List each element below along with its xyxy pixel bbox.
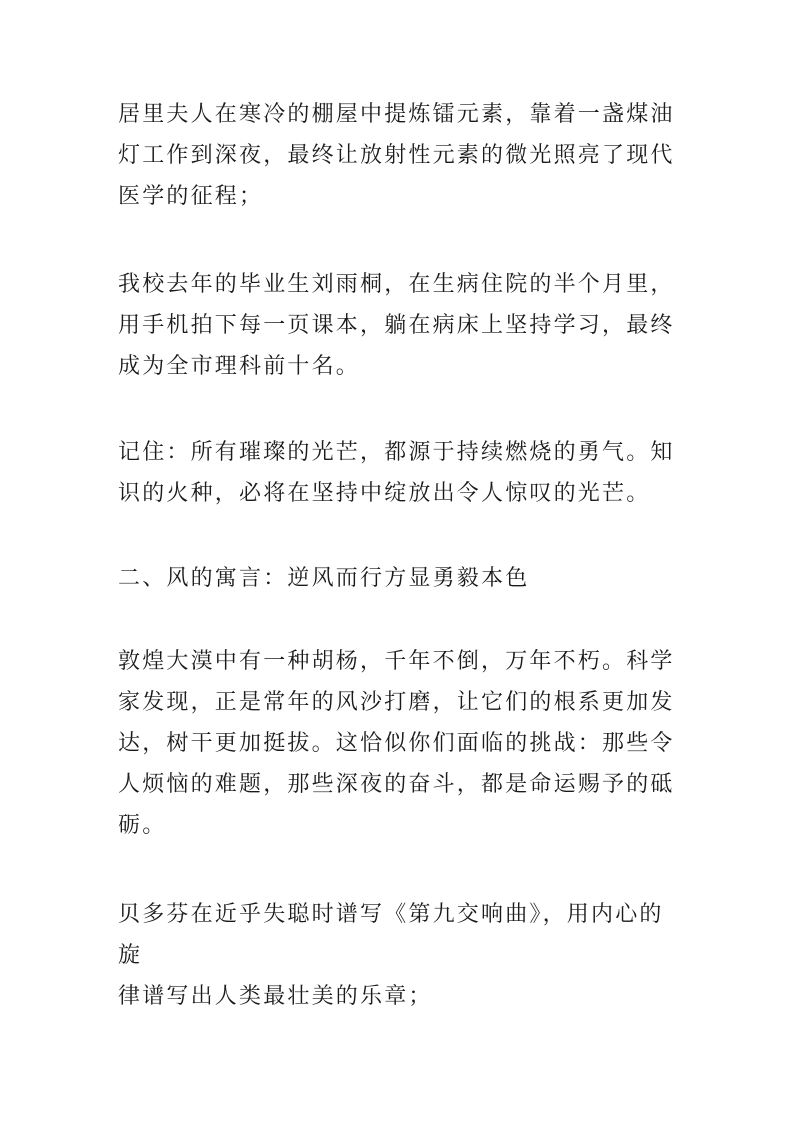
text-line: 我校去年的毕业生刘雨桐，在生病住院的半个月里， xyxy=(118,272,675,297)
section-heading xyxy=(118,558,678,599)
text-line: 人烦恼的难题，那些深夜的奋斗，都是命运赐予的砥 xyxy=(118,772,675,797)
paragraph-curie xyxy=(118,94,678,217)
text-line: 贝多芬在近乎失聪时谱写《第九交响曲》，用内心的旋 xyxy=(118,902,664,968)
paragraph-beethoven xyxy=(118,894,678,1017)
text-line: 医学的征程； xyxy=(118,184,264,209)
text-line: 家发现，正是常年的风沙打磨，让它们的根系更加发 xyxy=(118,690,675,715)
text-line: 识的火种，必将在坚持中绽放出令人惊叹的光芒。 xyxy=(118,481,651,506)
paragraph-poplar xyxy=(118,641,678,846)
text-line: 居里夫人在寒冷的棚屋中提炼镭元素，靠着一盏煤油 xyxy=(118,102,675,127)
text-line: 记住：所有璀璨的光芒，都源于持续燃烧的勇气。知 xyxy=(118,440,675,465)
text-line: 成为全市理科前十名。 xyxy=(118,354,361,379)
text-line: 用手机拍下每一页课本，躺在病床上坚持学习，最终 xyxy=(118,313,675,338)
text-line: 灯工作到深夜，最终让放射性元素的微光照亮了现代 xyxy=(118,143,675,168)
text-line: 二、风的寓言：逆风而行方显勇毅本色 xyxy=(118,566,530,591)
paragraph-student-example xyxy=(118,264,678,387)
text-line: 敦煌大漠中有一种胡杨，千年不倒，万年不朽。科学 xyxy=(118,649,675,674)
text-line: 砺。 xyxy=(118,813,167,838)
text-line: 律谱写出人类最壮美的乐章； xyxy=(118,984,433,1009)
paragraph-conclusion xyxy=(118,432,678,514)
text-line: 达，树干更加挺拔。这恰似你们面临的挑战：那些令 xyxy=(118,731,675,756)
